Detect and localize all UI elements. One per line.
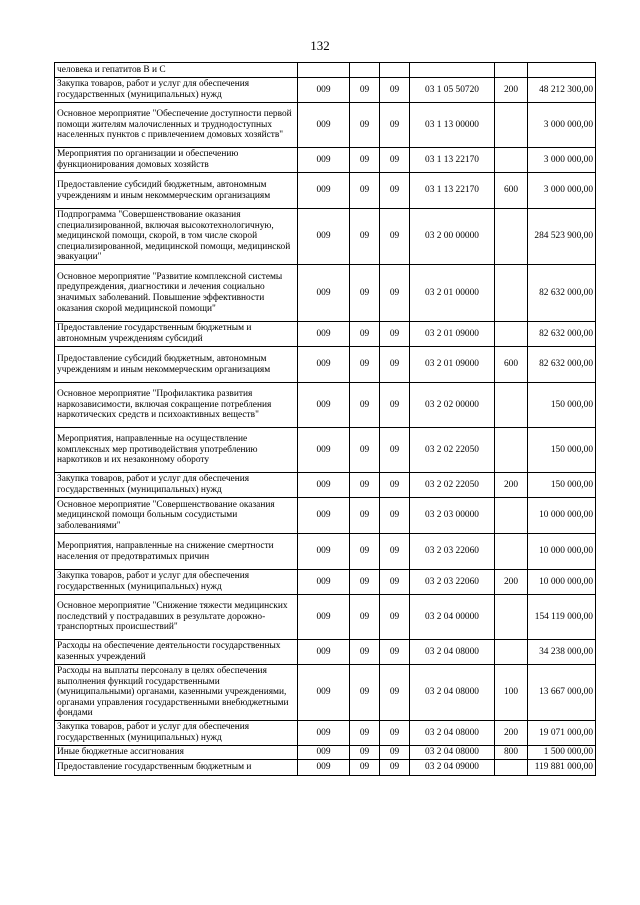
row-target-cell: 03 2 03 22060: [410, 570, 495, 595]
row-amount-cell: 10 000 000,00: [528, 498, 596, 534]
row-glava-cell: 009: [298, 640, 350, 665]
row-section-cell: 09: [350, 760, 380, 776]
row-glava-cell: 009: [298, 665, 350, 721]
row-amount-cell: [528, 63, 596, 78]
row-section-cell: 09: [350, 746, 380, 760]
row-amount-cell: 19 071 000,00: [528, 721, 596, 746]
row-glava-cell: 009: [298, 760, 350, 776]
row-vid-cell: [495, 265, 528, 322]
row-name-cell: Основное мероприятие "Совершенствование оказания медицинской помощи больным сосудистыми заболеваниями": [55, 498, 298, 534]
row-vid-cell: [495, 322, 528, 347]
table-row: [55, 473, 596, 498]
row-subsection-cell: 09: [380, 347, 410, 383]
table-row: [55, 209, 596, 265]
row-glava-cell: 009: [298, 595, 350, 640]
row-glava-cell: 009: [298, 322, 350, 347]
table-row: [55, 595, 596, 640]
row-amount-cell: 3 000 000,00: [528, 148, 596, 173]
row-glava-cell: 009: [298, 428, 350, 473]
row-target-cell: 03 2 02 22050: [410, 428, 495, 473]
row-amount-cell: 150 000,00: [528, 383, 596, 428]
row-target-cell: 03 2 04 08000: [410, 721, 495, 746]
row-subsection-cell: 09: [380, 103, 410, 148]
row-glava-cell: 009: [298, 721, 350, 746]
row-subsection-cell: 09: [380, 322, 410, 347]
row-name-cell: Мероприятия по организации и обеспечению функционирования домовых хозяйств: [55, 148, 298, 173]
row-subsection-cell: 09: [380, 640, 410, 665]
row-amount-cell: 150 000,00: [528, 428, 596, 473]
row-amount-cell: 10 000 000,00: [528, 534, 596, 570]
table-row: [55, 760, 596, 776]
table-row: [55, 63, 596, 78]
row-target-cell: 03 2 03 22060: [410, 534, 495, 570]
table-row: [55, 640, 596, 665]
row-subsection-cell: 09: [380, 760, 410, 776]
row-glava-cell: 009: [298, 103, 350, 148]
budget-table-body: [55, 63, 596, 776]
row-vid-cell: 200: [495, 78, 528, 103]
row-subsection-cell: 09: [380, 383, 410, 428]
row-subsection-cell: 09: [380, 595, 410, 640]
row-section-cell: 09: [350, 473, 380, 498]
row-section-cell: 09: [350, 570, 380, 595]
row-name-cell: Мероприятия, направленные на снижение смертности населения от предотвратимых причин: [55, 534, 298, 570]
row-vid-cell: 200: [495, 721, 528, 746]
row-target-cell: 03 2 00 00000: [410, 209, 495, 265]
table-row: [55, 721, 596, 746]
row-amount-cell: 10 000 000,00: [528, 570, 596, 595]
row-section-cell: 09: [350, 265, 380, 322]
row-target-cell: 03 2 02 22050: [410, 473, 495, 498]
table-row: [55, 347, 596, 383]
row-glava-cell: 009: [298, 173, 350, 209]
row-vid-cell: [495, 428, 528, 473]
row-subsection-cell: 09: [380, 721, 410, 746]
row-section-cell: 09: [350, 148, 380, 173]
row-amount-cell: 3 000 000,00: [528, 103, 596, 148]
row-amount-cell: 34 238 000,00: [528, 640, 596, 665]
row-section-cell: 09: [350, 322, 380, 347]
row-vid-cell: [495, 383, 528, 428]
table-row: [55, 78, 596, 103]
row-name-cell: Подпрограмма "Совершенствование оказания специализированной, включая высокотехнологичную, медицинской помощи, скорой, в том числе скорой специализированной, медицинской помощи, медицинской эвакуации": [55, 209, 298, 265]
row-name-cell: Основное мероприятие "Профилактика развития наркозависимости, включая сокращение потребления наркотических средств и психоактивных веществ": [55, 383, 298, 428]
row-glava-cell: 009: [298, 209, 350, 265]
row-subsection-cell: 09: [380, 665, 410, 721]
row-subsection-cell: 09: [380, 78, 410, 103]
row-glava-cell: 009: [298, 473, 350, 498]
row-section-cell: 09: [350, 173, 380, 209]
row-amount-cell: 119 881 000,00: [528, 760, 596, 776]
row-target-cell: 03 1 13 22170: [410, 173, 495, 209]
row-name-cell: Основное мероприятие "Снижение тяжести медицинских последствий у пострадавших в результате дорожно-транспортных происшествий": [55, 595, 298, 640]
row-section-cell: 09: [350, 534, 380, 570]
row-section-cell: 09: [350, 78, 380, 103]
row-name-cell: Закупка товаров, работ и услуг для обеспечения государственных (муниципальных) нужд: [55, 78, 298, 103]
table-row: [55, 103, 596, 148]
row-vid-cell: 600: [495, 347, 528, 383]
row-target-cell: 03 2 04 08000: [410, 665, 495, 721]
row-name-cell: Предоставление государственным бюджетным и: [55, 760, 298, 776]
row-amount-cell: 82 632 000,00: [528, 347, 596, 383]
row-vid-cell: 800: [495, 746, 528, 760]
row-glava-cell: 009: [298, 78, 350, 103]
row-glava-cell: 009: [298, 498, 350, 534]
row-section-cell: 09: [350, 103, 380, 148]
row-vid-cell: 200: [495, 570, 528, 595]
budget-table: [54, 62, 596, 776]
row-name-cell: Мероприятия, направленные на осуществление комплексных мер противодействия употреблению наркотиков и их незаконному обороту: [55, 428, 298, 473]
row-section-cell: 09: [350, 209, 380, 265]
row-vid-cell: [495, 498, 528, 534]
row-vid-cell: 600: [495, 173, 528, 209]
row-glava-cell: 009: [298, 347, 350, 383]
row-target-cell: 03 2 04 09000: [410, 760, 495, 776]
row-target-cell: 03 2 02 00000: [410, 383, 495, 428]
row-target-cell: 03 1 13 22170: [410, 148, 495, 173]
row-subsection-cell: 09: [380, 534, 410, 570]
row-subsection-cell: 09: [380, 148, 410, 173]
table-row: [55, 265, 596, 322]
row-vid-cell: [495, 640, 528, 665]
row-vid-cell: [495, 595, 528, 640]
row-vid-cell: [495, 760, 528, 776]
row-name-cell: Основное мероприятие "Обеспечение доступности первой помощи жителям малочисленных и труднодоступных населенных пунктов с привлечением домовых хозяйств": [55, 103, 298, 148]
table-row: [55, 173, 596, 209]
row-name-cell: Основное мероприятие "Развитие комплексной системы предупреждения, диагностики и лечения социально значимых заболеваний. Повышение эффективности оказания скорой медицинской помощи": [55, 265, 298, 322]
row-vid-cell: 200: [495, 473, 528, 498]
row-glava-cell: 009: [298, 746, 350, 760]
row-section-cell: 09: [350, 665, 380, 721]
row-amount-cell: 150 000,00: [528, 473, 596, 498]
row-amount-cell: 154 119 000,00: [528, 595, 596, 640]
row-amount-cell: 48 212 300,00: [528, 78, 596, 103]
row-section-cell: 09: [350, 498, 380, 534]
row-vid-cell: 100: [495, 665, 528, 721]
row-target-cell: 03 2 04 08000: [410, 746, 495, 760]
row-amount-cell: 3 000 000,00: [528, 173, 596, 209]
row-vid-cell: [495, 148, 528, 173]
row-section-cell: 09: [350, 347, 380, 383]
row-section-cell: 09: [350, 595, 380, 640]
row-glava-cell: 009: [298, 534, 350, 570]
row-section-cell: 09: [350, 428, 380, 473]
row-target-cell: 03 2 01 00000: [410, 265, 495, 322]
row-section-cell: 09: [350, 383, 380, 428]
row-name-cell: Предоставление государственным бюджетным и автономным учреждениям субсидий: [55, 322, 298, 347]
row-vid-cell: [495, 63, 528, 78]
row-target-cell: 03 2 01 09000: [410, 322, 495, 347]
row-target-cell: 03 1 05 50720: [410, 78, 495, 103]
row-glava-cell: 009: [298, 570, 350, 595]
table-row: [55, 148, 596, 173]
table-row: [55, 570, 596, 595]
table-row: [55, 534, 596, 570]
row-section-cell: 09: [350, 640, 380, 665]
row-glava-cell: 009: [298, 383, 350, 428]
row-vid-cell: [495, 534, 528, 570]
row-name-cell: Иные бюджетные ассигнования: [55, 746, 298, 760]
table-row: [55, 428, 596, 473]
table-row: [55, 498, 596, 534]
row-amount-cell: 1 500 000,00: [528, 746, 596, 760]
row-target-cell: 03 2 03 00000: [410, 498, 495, 534]
page-number: 132: [310, 38, 330, 53]
row-target-cell: 03 2 04 08000: [410, 640, 495, 665]
row-name-cell: Расходы на выплаты персоналу в целях обеспечения выполнения функций государственными (муниципальными) органами, казенными учреждениями, органами управления государственными внебюджетными фондами: [55, 665, 298, 721]
row-name-cell: человека и гепатитов В и С: [55, 63, 298, 78]
row-name-cell: Предоставление субсидий бюджетным, автономным учреждениям и иным некоммерческим организациям: [55, 173, 298, 209]
row-section-cell: 09: [350, 721, 380, 746]
row-glava-cell: 009: [298, 265, 350, 322]
row-section-cell: [350, 63, 380, 78]
row-target-cell: [410, 63, 495, 78]
row-subsection-cell: 09: [380, 570, 410, 595]
table-row: [55, 665, 596, 721]
row-name-cell: Закупка товаров, работ и услуг для обеспечения государственных (муниципальных) нужд: [55, 721, 298, 746]
row-glava-cell: [298, 63, 350, 78]
row-subsection-cell: 09: [380, 428, 410, 473]
row-subsection-cell: 09: [380, 473, 410, 498]
row-vid-cell: [495, 209, 528, 265]
row-vid-cell: [495, 103, 528, 148]
row-name-cell: Расходы на обеспечение деятельности государственных казенных учреждений: [55, 640, 298, 665]
row-subsection-cell: 09: [380, 209, 410, 265]
table-row: [55, 746, 596, 760]
table-row: [55, 322, 596, 347]
row-name-cell: Предоставление субсидий бюджетным, автономным учреждениям и иным некоммерческим организациям: [55, 347, 298, 383]
row-subsection-cell: 09: [380, 746, 410, 760]
row-amount-cell: 82 632 000,00: [528, 265, 596, 322]
row-target-cell: 03 1 13 00000: [410, 103, 495, 148]
table-row: [55, 383, 596, 428]
row-subsection-cell: 09: [380, 498, 410, 534]
row-subsection-cell: [380, 63, 410, 78]
row-amount-cell: 284 523 900,00: [528, 209, 596, 265]
row-subsection-cell: 09: [380, 265, 410, 322]
row-glava-cell: 009: [298, 148, 350, 173]
row-name-cell: Закупка товаров, работ и услуг для обеспечения государственных (муниципальных) нужд: [55, 473, 298, 498]
row-amount-cell: 13 667 000,00: [528, 665, 596, 721]
row-target-cell: 03 2 01 09000: [410, 347, 495, 383]
row-subsection-cell: 09: [380, 173, 410, 209]
row-amount-cell: 82 632 000,00: [528, 322, 596, 347]
row-target-cell: 03 2 04 00000: [410, 595, 495, 640]
row-name-cell: Закупка товаров, работ и услуг для обеспечения государственных (муниципальных) нужд: [55, 570, 298, 595]
